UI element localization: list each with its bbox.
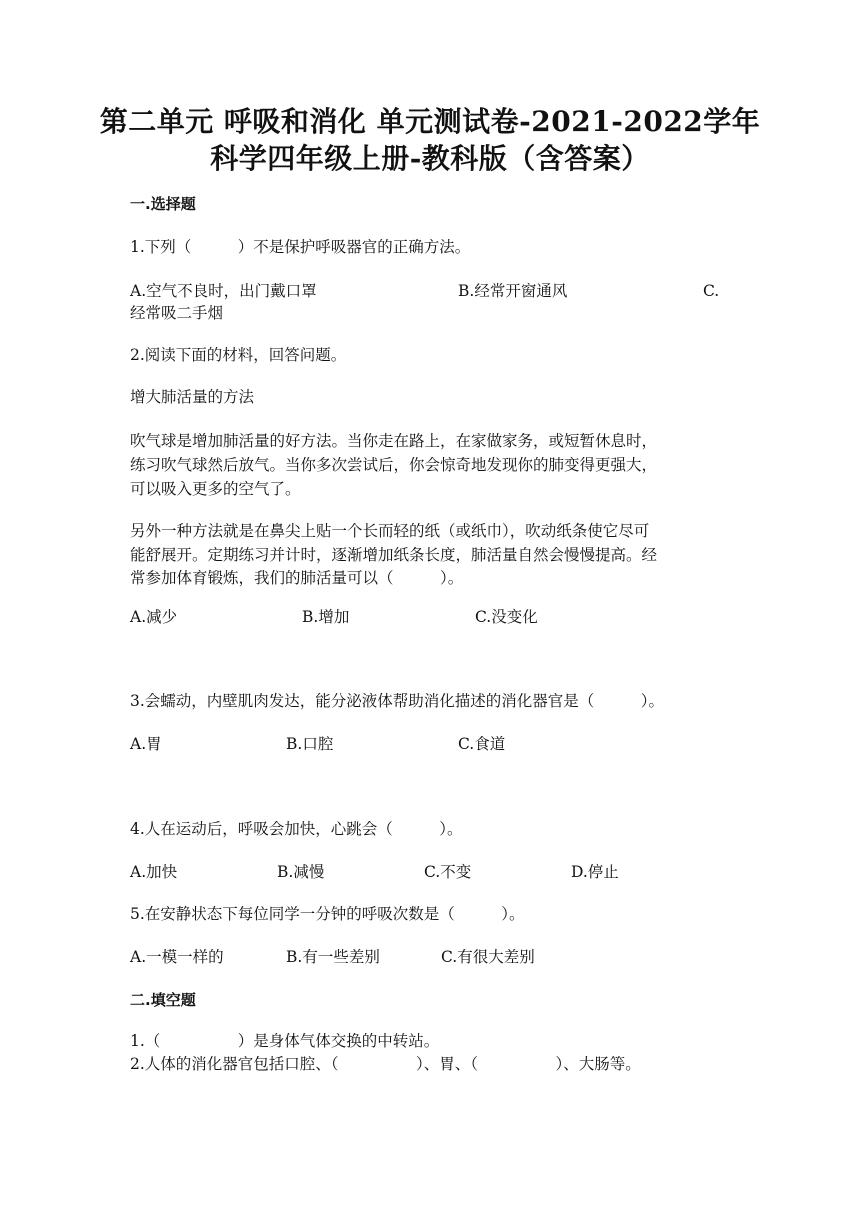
q2-stem: 2.阅读下面的材料，回答问题。 xyxy=(130,346,347,364)
q2-para1-line2: 练习吹气球然后放气。当你多次尝试后，你会惊奇地发现你的肺变得更强大， xyxy=(130,456,658,474)
q1-stem: 1.下列（ ）不是保护呼吸器官的正确方法。 xyxy=(130,238,471,256)
q3-option-a: A.胃 xyxy=(130,735,162,753)
title-line-2: 科学四年级上册-教科版（含答案） xyxy=(210,142,650,175)
q2-option-b: B.增加 xyxy=(302,608,350,626)
q5-option-a: A.一模一样的 xyxy=(130,948,224,966)
q4-option-c: C.不变 xyxy=(424,863,472,881)
q4-option-a: A.加快 xyxy=(130,863,178,881)
q4-option-d: D.停止 xyxy=(571,863,619,881)
fill-1: 1.（ ）是身体气体交换的中转站。 xyxy=(130,1032,440,1050)
title-line-1: 第二单元 呼吸和消化 单元测试卷-2021-2022学年 xyxy=(99,105,761,138)
q1-option-a: A.空气不良时，出门戴口罩 xyxy=(130,282,317,300)
q5-stem: 5.在安静状态下每位同学一分钟的呼吸次数是（ ）。 xyxy=(130,905,525,923)
q4-option-b: B.减慢 xyxy=(277,863,325,881)
q1-option-b: B.经常开窗通风 xyxy=(458,282,568,300)
q2-para2-line1: 另外一种方法就是在鼻尖上贴一个长而轻的纸（或纸巾），吹动纸条使它尽可 xyxy=(130,522,650,540)
q5-option-b: B.有一些差别 xyxy=(286,948,380,966)
q5-option-c: C.有很大差别 xyxy=(441,948,535,966)
q2-para1-line1: 吹气球是增加肺活量的好方法。当你走在路上，在家做家务，或短暂休息时， xyxy=(130,432,658,450)
q2-para2-line2: 能舒展开。定期练习并计时，逐渐增加纸条长度，肺活量自然会慢慢提高。经 xyxy=(130,546,658,564)
q2-passage-title: 增大肺活量的方法 xyxy=(130,388,255,406)
q3-option-b: B.口腔 xyxy=(286,735,334,753)
q2-para2-line3: 常参加体育锻炼，我们的肺活量可以（ ）。 xyxy=(130,569,464,587)
fill-2: 2.人体的消化器官包括口腔、（ ）、胃、（ ）、大肠等。 xyxy=(130,1055,641,1073)
section-heading-choice: 一.选择题 xyxy=(130,195,196,213)
q2-option-a: A.减少 xyxy=(130,608,178,626)
q4-stem: 4.人在运动后，呼吸会加快，心跳会（ ）。 xyxy=(130,820,463,838)
q1-option-c: C. xyxy=(703,282,720,300)
q3-option-c: C.食道 xyxy=(458,735,506,753)
q1-option-c-cont: 经常吸二手烟 xyxy=(130,304,224,322)
q2-option-c: C.没变化 xyxy=(475,608,538,626)
q3-stem: 3.会蠕动，内壁肌肉发达，能分泌液体帮助消化描述的消化器官是（ ）。 xyxy=(130,692,665,710)
section-heading-fill: 二.填空题 xyxy=(130,991,196,1009)
q2-para1-line3: 可以吸入更多的空气了。 xyxy=(130,480,301,498)
